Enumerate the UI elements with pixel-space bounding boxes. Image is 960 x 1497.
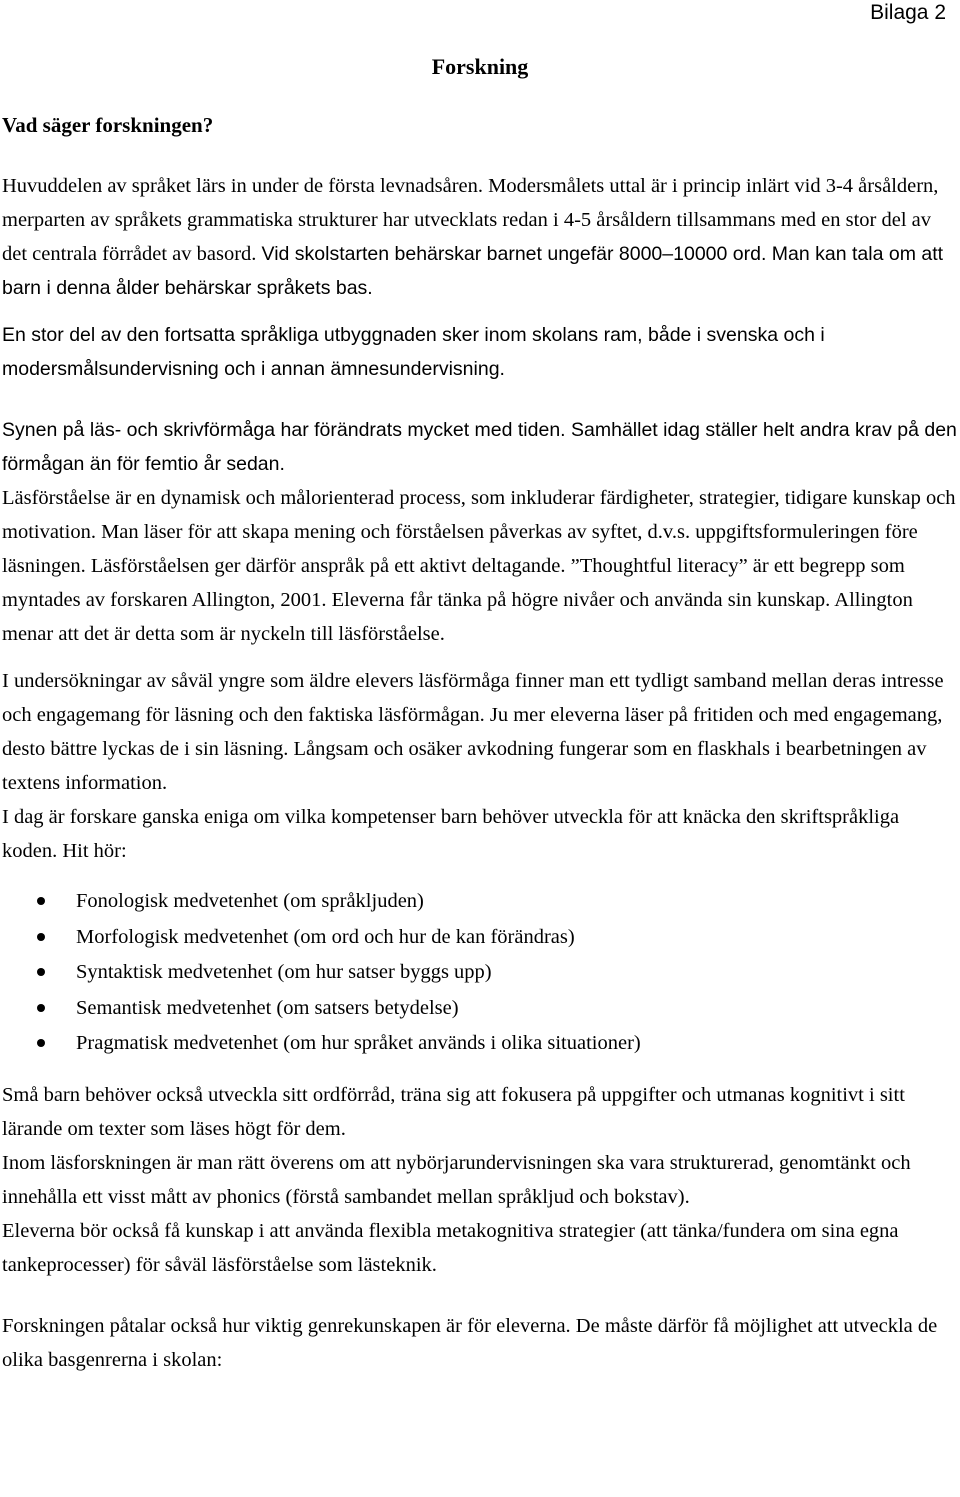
paragraph-beginner-teaching: Inom läsforskningen är man rätt överens om att nybörjarundervisningen ska vara strukturerad, genomtänkt och innehålla ett visst mått av phonics (förstå sambandet mellan språkljud och bokstav).	[2, 1151, 911, 1208]
document-body	[2, 108, 958, 1377]
paragraph-literacy-view: Synen på läs- och skrivförmåga har förändrats mycket med tiden. Samhället idag ställer helt andra krav på den förmågan än för femtio år sedan.	[2, 419, 957, 475]
paragraph-school-development: En stor del av den fortsatta språkliga utbyggnaden sker inom skolans ram, både i svenska och i modersmålsundervisning och i annan ämnesundervisning.	[2, 324, 825, 380]
paragraph-reading-comprehension: Läsförståelse är en dynamisk och målorienterad process, som inkluderar färdigheter, strategier, tidigare kunskap och motivation. Man läser för att skapa mening och förståelsen påverkas av syftet, d.v.s. uppgiftsformuleringen före läsningen. Läsförståelsen ger därför anspråk på ett aktivt deltagande. ”Thoughtful literacy” är ett begrepp som myntades av forskaren Allington, 2001. Eleverna får tänka på högre nivåer och använda sin kunskap. Allington menar att det är detta som är nyckeln till läsförståelse.	[2, 487, 956, 645]
bullet-icon	[37, 1039, 45, 1047]
list-item: Syntaktisk medvetenhet (om hur satser byggs upp)	[2, 955, 958, 991]
page-header-label: Bilaga 2	[870, 1, 946, 24]
paragraph-metacognitive-strategies: Eleverna bör också få kunskap i att använda flexibla metakognitiva strategier (att tänka/fundera om sina egna tankeprocesser) för såväl läsförståelse som lästeknik.	[2, 1219, 899, 1276]
list-item: Fonologisk medvetenhet (om språkljuden)	[2, 884, 958, 920]
list-item: Semantisk medvetenhet (om satsers betydelse)	[2, 991, 958, 1027]
bullet-icon	[37, 1004, 45, 1012]
bullet-icon	[37, 968, 45, 976]
paragraph-engagement: I undersökningar av såväl yngre som äldre elevers läsförmåga finner man ett tydligt samband mellan deras intresse och engagemang för läsning och den faktiska läsförmågan. Ju mer eleverna läser på fritiden och med engagemang, desto bättre lyckas de i sin läsning. Långsam och osäker avkodning fungerar som en flaskhals i bearbetningen av textens information.	[2, 670, 944, 794]
section-subheading: Vad säger forskningen?	[2, 113, 214, 137]
paragraph-vocabulary-training: Små barn behöver också utveckla sitt ordförråd, träna sig att fokusera på uppgifter och utmanas kognitivt i sitt lärande om texter som läses högt för dem.	[2, 1083, 905, 1140]
competence-list	[2, 884, 958, 1062]
paragraph-text: Huvuddelen av språket lärs in under de första levnadsåren. Modersmålets uttal är i princip inlärt vid 3-4 årsåldern, merparten av språkets grammatiska strukturer har utvecklats redan i 4-5 årsåldern tillsammans med en stor del av det centrala förrådet av basord.	[2, 175, 939, 265]
document-title: Forskning	[431, 54, 529, 79]
paragraph-text-vocabulary: Vid skolstarten behärskar barnet ungefär 8000–10000 ord. Man kan tala om att barn i denna ålder behärskar språkets bas.	[2, 243, 944, 299]
bullet-icon	[37, 897, 45, 905]
list-item: Pragmatisk medvetenhet (om hur språket används i olika situationer)	[2, 1026, 958, 1062]
list-item: Morfologisk medvetenhet (om ord och hur de kan förändras)	[2, 920, 958, 956]
paragraph-genre-knowledge: Forskningen påtalar också hur viktig genrekunskapen är för eleverna. De måste därför få möjlighet att utveckla de olika basgenrerna i skolan:	[2, 1314, 938, 1371]
bullet-icon	[37, 933, 45, 941]
paragraph-competences-intro: I dag är forskare ganska eniga om vilka kompetenser barn behöver utveckla för att knäcka den skriftspråkliga koden. Hit hör:	[2, 806, 900, 862]
paragraph-language-acquisition	[2, 169, 958, 305]
